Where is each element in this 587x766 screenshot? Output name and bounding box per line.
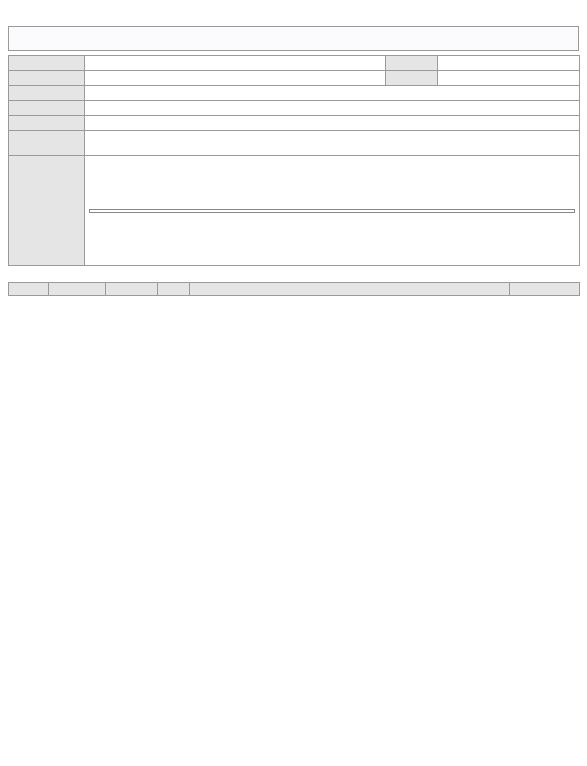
col-header-meal <box>510 283 580 296</box>
col-header-day <box>9 283 49 296</box>
period-label <box>9 56 85 71</box>
col-header-time <box>158 283 190 296</box>
info-table <box>8 55 580 266</box>
shop-label <box>9 116 85 131</box>
itinerary-table <box>8 282 580 296</box>
shop-value <box>85 116 580 131</box>
exclude-label <box>9 101 85 116</box>
carrier-label <box>9 71 85 86</box>
include-value <box>85 86 580 101</box>
include-label <box>9 86 85 101</box>
carrier-value <box>85 71 386 86</box>
remark-label <box>9 156 85 266</box>
period-value <box>85 56 386 71</box>
option-value <box>85 131 580 156</box>
itinerary-header-row <box>9 283 580 296</box>
col-header-transport <box>106 283 158 296</box>
col-header-region <box>49 283 106 296</box>
people-label <box>386 56 438 71</box>
col-header-schedule <box>190 283 510 296</box>
remark-content <box>85 156 580 266</box>
room-value <box>438 71 580 86</box>
people-value <box>438 56 580 71</box>
room-label <box>386 71 438 86</box>
exclude-value <box>85 101 580 116</box>
option-label <box>9 131 85 156</box>
page-title <box>8 26 579 51</box>
remark-notice-box <box>89 209 575 213</box>
